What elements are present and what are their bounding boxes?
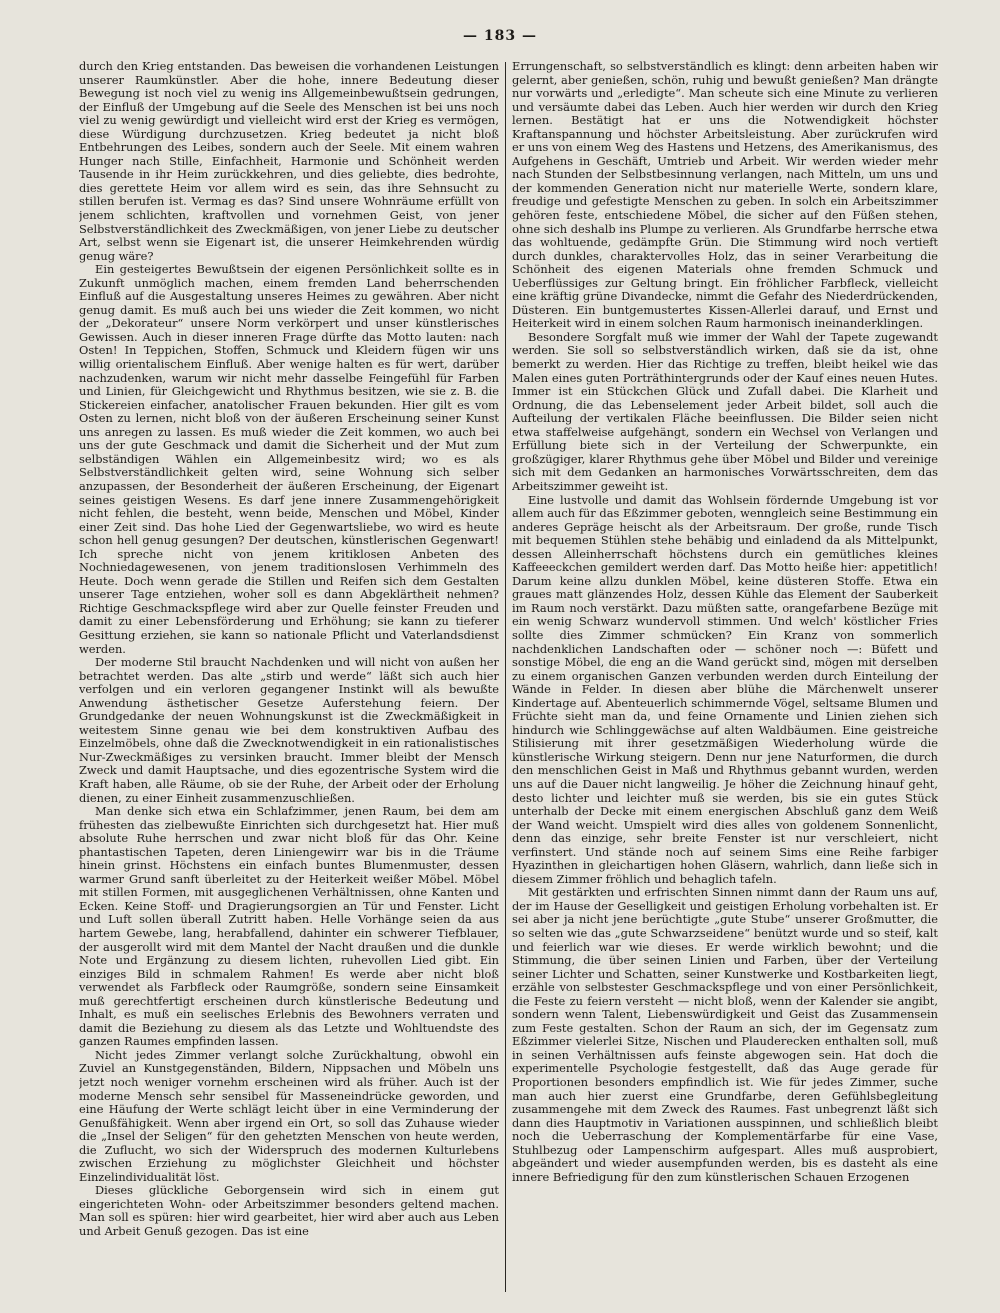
paragraph: Nicht jedes Zimmer verlangt solche Zurückhaltung, obwohl ein Zuviel an Kunstgegenständen, Bildern, Nippsachen und Möbeln uns jetzt noch weniger vornehm erscheinen wird als früher. Auch ist der moderne Mensch sehr sensibel für Masseneindrücke geworden, und eine Häufung der Werte schlägt leicht über in eine Verminderung der Genußfähigkeit. Wenn aber irgend ein Ort, so soll das Zuhause wieder die „Insel der Seligen“ für den gehetzten Menschen von heute werden, die Zuflucht, wo sich der Widerspruch des modernen Kulturlebens zwischen Erziehung zu möglichster Gleichheit und höchster Einzelindividualität löst. [79, 1047, 499, 1184]
paragraph: Besondere Sorgfalt muß wie immer der Wahl der Tapete zugewandt werden. Sie soll so selbstverständlich wirken, daß sie da ist, ohne bemerkt zu werden. Hier das Richtige zu treffen, bleibt heikel wie das Malen eines guten Porträthintergrunds oder der Kauf eines neuen Hutes. Immer ist ein Stückchen Glück und Zufall dabei. Die Klarheit und Ordnung, die das Lebenselement jeder Arbeit bildet, soll auch die Aufteilung der vertikalen Fläche beeinflussen. Die Bilder seien nicht etwa staffelweise aufgehängt, sondern ein Wechsel von Verlangen und Erfüllung biete sich in der Verteilung der Schwerpunkte, ein großzügiger, klarer Rhythmus gehe über Möbel und Bilder und vereinige sich mit dem Gedanken an harmonisches Vorwärtsschreiten, dem das Arbeitszimmer geweiht ist. [512, 329, 938, 493]
column-divider [505, 62, 506, 1292]
paragraph: Dieses glückliche Geborgensein wird sich in einem gut eingerichteten Wohn- oder Arbeitszimmer besonders geltend machen. Man soll es spüren: hier wird gearbeitet, hier wird aber auch aus Leben und Arbeit Genuß gezogen. Das ist eine [79, 1183, 499, 1239]
paragraph: Der moderne Stil braucht Nachdenken und will nicht von außen her betrachtet werden. Das alte „stirb und werde“ läßt sich auch hier verfolgen und ein verloren gegangener Instinkt will als bewußte Anwendung ästhetischer Gesetze Auferstehung feiern. Der Grundgedanke der neuen Wohnungskunst ist die Zweckmäßigkeit in weitestem Sinne genau wie bei dem konstruktiven Aufbau des Einzelmöbels, ohne daß die Zwecknotwendigkeit in ein rationalistisches Nur-Zweckmäßiges zu versinken braucht. Immer bleibt der Mensch Zweck und damit Hauptsache, und dies egozentrische System wird die Kraft haben, alle Räume, ob sie der Ruhe, der Arbeit oder der Erholung dienen, zu einer Einheit zusammenzuschließen. [79, 655, 499, 805]
right-column [512, 60, 938, 1295]
left-column [79, 60, 499, 1295]
paragraph: Errungenschaft, so selbstverständlich es klingt: denn arbeiten haben wir gelernt, aber genießen, schön, ruhig und bewußt genießen? Man drängte nur vorwärts und „erledigte“. Man scheute sich eine Minute zu verlieren und versäumte dabei das Leben. Auch hier werden wir durch den Krieg lernen. Bestätigt hat er uns die Notwendigkeit höchster Kraftanspannung und höchster Arbeitsleistung. Aber zurückrufen wird er uns von einem Weg des Hastens und Hetzens, des Amerikanismus, des Aufgehens in Geschäft, Umtrieb und Arbeit. Wir werden wieder mehr nach Stunden der Selbstbesinnung verlangen, nach Mitteln, um uns und der kommenden Generation nicht nur materielle Werte, sondern klare, freudige und gefestigte Menschen zu geben. In solch ein Arbeitszimmer gehören feste, entschiedene Möbel, die sicher auf den Füßen stehen, ohne sich deshalb ins Plumpe zu verlieren. Als Grundfarbe herrsche etwa das wohltuende, gedämpfte Grün. Die Stimmung wird noch vertieft durch dunkles, charaktervolles Holz, das in seiner Verarbeitung die Schönheit des eigenen Materials ohne fremden Schmuck und Ueberflüssiges zur Geltung bringt. Ein fröhlicher Farbfleck, vielleicht eine kräftig grüne Divandecke, nimmt die Gefahr des Niederdrückenden, Düsteren. Ein buntgemustertes Kissen-Allerlei darauf, und Ernst und Heiterkeit wird in einem solchen Raum harmonisch ineinanderklingen. [512, 60, 938, 331]
paragraph: durch den Krieg entstanden. Das beweisen die vorhandenen Leistungen unserer Raumkünstler. Aber die hohe, innere Bedeutung dieser Bewegung ist noch viel zu wenig ins Allgemeinbewußtsein gedrungen, der Einfluß der Umgebung auf die Seele des Menschen ist bei uns noch viel zu wenig gewürdigt und vielleicht wird erst der Krieg es vermögen, diese Würdigung durchzusetzen. Krieg bedeutet ja nicht bloß Entbehrungen des Leibes, sondern auch der Seele. Mit einem wahren Hunger nach Stille, Einfachheit, Harmonie und Schönheit werden Tausende in ihr Heim zurückkehren, und dies geliebte, dies bedrohte, dies gerettete Heim vor allem wird es sein, das ihre Sehnsucht zu stillen berufen ist. Vermag es das? Sind unsere Wohnräume erfüllt von jenem schlichten, kraftvollen und vornehmen Geist, von jener Selbstverständlichkeit des Zweckmäßigen, von jener Liebe zu deutscher Art, selbst wenn sie Eigenart ist, die unserer Heimkehrenden würdig genug wäre? [79, 60, 499, 263]
page-number: — 183 — [463, 28, 537, 44]
paragraph: Mit gestärkten und erfrischten Sinnen nimmt dann der Raum uns auf, der im Hause der Geselligkeit und geistigen Erholung vorbehalten ist. Er sei aber ja nicht jene berüchtigte „gute Stube“ unserer Großmutter, die so selten wie das „gute Schwarzseidene“ benützt wurde und so steif, kalt und feierlich war wie dieses. Er werde wirklich bewohnt; und die Stimmung, die über seinen Linien und Farben, über der Verteilung seiner Lichter und Schatten, seiner Kunstwerke und Kostbarkeiten liegt, erzähle von selbstester Geschmackspflege und von einer Persönlichkeit, die Feste zu feiern versteht — nicht bloß, wenn der Kalender sie angibt, sondern wenn Talent, Liebenswürdigkeit und Geist das Zusammensein zum Feste gestalten. Schon der Raum an sich, der im Gegensatz zum Eßzimmer vielerlei Sitze, Nischen und Plauderecken enthalten soll, muß in seinen Verhältnissen aufs feinste abgewogen sein. Hat doch die experimentelle Psychologie festgestellt, daß das Auge gerade für Proportionen besonders empfindlich ist. Wie für jedes Zimmer, suche man auch hier zuerst eine Grundfarbe, deren Gefühlsbegleitung zusammengehe mit dem Zweck des Raumes. Fast unbegrenzt läßt sich dann dies Hauptmotiv in Variationen ausspinnen, und schließlich bleibt noch die Ueberraschung der Komplementärfarbe für eine Vase, Stuhlbezug oder Lampenschirm aufgespart. Alles muß ausprobiert, abgeändert und wieder ausempfunden werden, bis es dasteht als eine innere Befriedigung für den zum künstlerischen Schauen Erzogenen [512, 885, 938, 1184]
paragraph: Eine lustvolle und damit das Wohlsein fördernde Umgebung ist vor allem auch für das Eßzimmer geboten, wenngleich seine Bestimmung ein anderes Gepräge heischt als der Arbeitsraum. Der große, runde Tisch mit bequemen Stühlen stehe behäbig und einladend da als Mittelpunkt, dessen Alleinherrschaft höchstens durch ein gemütliches kleines Kaffeeeckchen gemildert werden darf. Das Motto heiße hier: appetitlich! Darum keine allzu dunklen Möbel, keine düsteren Stoffe. Etwa ein graues matt glänzendes Holz, dessen Kühle das Element der Sauberkeit im Raum noch verstärkt. Dazu müßten satte, orangefarbene Bezüge mit ein wenig Schwarz wundervoll stimmen. Und welch' köstlicher Fries sollte dies Zimmer schmücken? Ein Kranz von sommerlich nachdenklichen Landschaften oder — schöner noch —: Büfett und sonstige Möbel, die eng an die Wand gerückt sind, mögen mit derselben zu einem organischen Ganzen verbunden werden durch Einteilung der Wände in Felder. In diesen aber blühe die Märchenwelt unserer Kindertage auf. Abenteuerlich schimmernde Vögel, seltsame Blumen und Früchte sieht man da, und feine Ornamente und Linien ziehen sich hindurch wie Schlinggewächse auf alten Waldbäumen. Eine geistreiche Stilisierung mit ihrer gesetzmäßigen Wiederholung würde die künstlerische Wirkung steigern. Denn nur jene Naturformen, die durch den menschlichen Geist in Maß und Rhythmus gebannt wurden, werden uns auf die Dauer nicht langweilig. Je höher die Zeichnung hinauf geht, desto lichter und leichter muß sie werden, bis sie ein gutes Stück unterhalb der Decke mit einem energischen Abschluß ganz dem Weiß der Wand weicht. Umspielt wird dies alles von goldenem Sonnenlicht, denn das einzige, sehr breite Fenster ist nur verschleiert, nicht verfinstert. Und stände noch auf seinem Sims eine Reihe farbiger Hyazinthen in gleichartigen hohen Gläsern, wahrlich, dann ließe sich in diesem Zimmer fröhlich und behaglich tafeln. [512, 492, 938, 886]
paragraph: Man denke sich etwa ein Schlafzimmer, jenen Raum, bei dem am frühesten das zielbewußte Einrichten sich durchgesetzt hat. Hier muß absolute Ruhe herrschen und zwar nicht bloß für das Ohr. Keine phantastischen Tapeten, deren Liniengewirr war bis in die Träume hinein grinst. Höchstens ein einfach buntes Blumenmuster, dessen warmer Grund sanft überleitet zu der Heiterkeit weißer Möbel. Möbel mit stillen Formen, mit ausgeglichenen Verhältnissen, ohne Kanten und Ecken. Keine Stoff- und Dragierungsorgien an Tür und Fenster. Licht und Luft sollen überall Zutritt haben. Helle Vorhänge seien da aus hartem Gewebe, lang, herabfallend, dahinter ein schwerer Tiefblauer, der ausgerollt wird mit dem Mantel der Nacht draußen und die dunkle Note und Ergänzung zu diesem lichten, ruhevollen Lied gibt. Ein einziges Bild in schmalem Rahmen! Es werde aber nicht bloß verwendet als Farbfleck oder Raumgröße, sondern seine Einsamkeit muß gerechtfertigt erscheinen durch künstlerische Bedeutung und Inhalt, es muß ein seelisches Erlebnis des Bewohners verraten und damit die Beziehung zu diesem als das Letzte und Wohltuendste des ganzen Raumes empfinden lassen. [79, 804, 499, 1049]
paragraph: Ein gesteigertes Bewußtsein der eigenen Persönlichkeit sollte es in Zukunft unmöglich machen, einem fremden Land beherrschenden Einfluß auf die Ausgestaltung unseres Heimes zu gewähren. Aber nicht genug damit. Es muß auch bei uns wieder die Zeit kommen, wo nicht der „Dekorateur“ unsere Norm verkörpert und unser künstlerisches Gewissen. Auch in dieser inneren Frage dürfte das Motto lauten: nach Osten! In Teppichen, Stoffen, Schmuck und Kleidern fügen wir uns willig orientalischem Einfluß. Aber wenige halten es für wert, darüber nachzudenken, warum wir nicht mehr dasselbe Feingefühl für Farben und Linien, für Gleichgewicht und Rhythmus besitzen, wie sie z. B. die Stickereien einfacher, anatolischer Frauen bekunden. Hier gilt es vom Osten zu lernen, nicht bloß von der äußeren Erscheinung seiner Kunst uns anregen zu lassen. Es muß wieder die Zeit kommen, wo auch bei uns der gute Geschmack und damit die Sicherheit und der Mut zum selbständigen Wählen ein Allgemeinbesitz wird; wo es als Selbstverständlichkeit gelten wird, seine Wohnung sich selber anzupassen, der Besonderheit der äußeren Erscheinung, der Eigenart seines geistigen Wesens. Es darf jene innere Zusammengehörigkeit nicht fehlen, die besteht, wenn beide, Menschen und Möbel, Kinder einer Zeit sind. Das hohe Lied der Gegenwartsliebe, wo wird es heute schon hell genug gesungen? Der deutschen, künstlerischen Gegenwart! Ich spreche nicht von jenem kritiklosen Anbeten des Nochniedagewesenen, von jenem traditionslosen Verhimmeln des Heute. Doch wenn gerade die Stillen und Reifen sich dem Gestalten unserer Tage entziehen, woher soll es dann Abgeklärtheit nehmen? Richtige Geschmackspflege wird aber zur Quelle feinster Freuden und damit zu einer Lebensförderung und Erhöhung; sie kann zu tieferer Gesittung erziehen, sie kann so nationale Pflicht und Vaterlandsdienst werden. [79, 262, 499, 656]
